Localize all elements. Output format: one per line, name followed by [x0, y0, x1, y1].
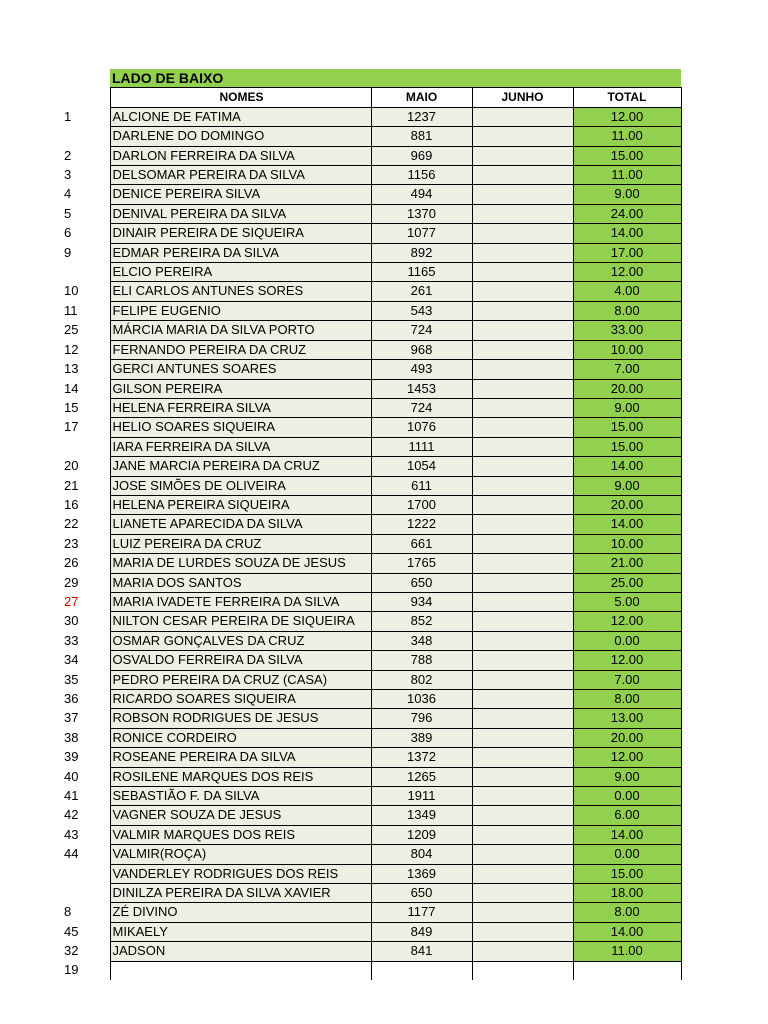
- cell-junho[interactable]: [472, 592, 573, 611]
- cell-total[interactable]: 25.00: [573, 573, 681, 592]
- table-row: [0, 224, 681, 243]
- table-row: [0, 806, 681, 825]
- row-number: 43: [64, 826, 79, 842]
- cell-total[interactable]: 4.00: [573, 282, 681, 301]
- cell-junho[interactable]: [472, 321, 573, 340]
- table-row: [0, 243, 681, 262]
- row-number: 8: [64, 904, 72, 920]
- cell-junho[interactable]: [472, 495, 573, 514]
- header-nomes[interactable]: NOMES: [110, 88, 371, 107]
- cell-total[interactable]: 14.00: [573, 922, 681, 941]
- cell-junho[interactable]: [472, 670, 573, 689]
- cell-maio[interactable]: 1265: [371, 767, 472, 786]
- cell-junho[interactable]: [472, 263, 573, 282]
- cell-maio[interactable]: 494: [371, 185, 472, 204]
- cell-junho[interactable]: [472, 864, 573, 883]
- cell-junho[interactable]: [472, 748, 573, 767]
- cell-maio[interactable]: 804: [371, 845, 472, 864]
- cell-maio[interactable]: 1349: [371, 806, 472, 825]
- cell-total[interactable]: 0.00: [573, 787, 681, 806]
- cell-total[interactable]: 24.00: [573, 204, 681, 223]
- header-row: [0, 88, 681, 107]
- cell-total[interactable]: 6.00: [573, 806, 681, 825]
- cell-junho[interactable]: [472, 961, 573, 980]
- cell-maio[interactable]: 1372: [371, 748, 472, 767]
- cell-name[interactable]: OSVALDO FERREIRA DA SILVA: [110, 651, 371, 670]
- cell-maio[interactable]: 968: [371, 340, 472, 359]
- cell-junho[interactable]: [472, 942, 573, 961]
- cell-maio[interactable]: 1911: [371, 787, 472, 806]
- cell-maio[interactable]: 611: [371, 476, 472, 495]
- row-number: 10: [64, 283, 79, 299]
- row-number: 26: [64, 555, 79, 571]
- row-number: 19: [64, 962, 79, 978]
- cell-name[interactable]: DARLON FERREIRA DA SILVA: [110, 146, 371, 165]
- row-number: 12: [64, 341, 79, 357]
- cell-name[interactable]: HELENA PEREIRA SIQUEIRA: [110, 495, 371, 514]
- table-row: [0, 457, 681, 476]
- cell-name[interactable]: VALMIR(ROÇA): [110, 845, 371, 864]
- cell-maio[interactable]: 1177: [371, 903, 472, 922]
- row-number: 25: [64, 322, 79, 338]
- row-number: 45: [64, 923, 79, 939]
- table-row: [0, 204, 681, 223]
- table-row: [0, 748, 681, 767]
- cell-junho[interactable]: [472, 845, 573, 864]
- row-number: 41: [64, 788, 79, 804]
- cell-junho[interactable]: [472, 573, 573, 592]
- cell-name[interactable]: DINILZA PEREIRA DA SILVA XAVIER: [110, 884, 371, 903]
- row-number: 16: [64, 496, 79, 512]
- row-number: [0, 88, 110, 107]
- cell-maio[interactable]: 1700: [371, 495, 472, 514]
- cell-total[interactable]: 12.00: [573, 651, 681, 670]
- cell-maio[interactable]: 934: [371, 592, 472, 611]
- cell-maio[interactable]: 1209: [371, 825, 472, 844]
- cell-maio[interactable]: 650: [371, 884, 472, 903]
- cell-total[interactable]: 9.00: [573, 398, 681, 417]
- table-row: [0, 185, 681, 204]
- cell-maio[interactable]: 788: [371, 651, 472, 670]
- cell-maio[interactable]: 1111: [371, 437, 472, 456]
- row-number: [0, 864, 110, 883]
- cell-junho[interactable]: [472, 224, 573, 243]
- table-row: [0, 651, 681, 670]
- cell-junho[interactable]: [472, 457, 573, 476]
- cell-name[interactable]: DENIVAL PEREIRA DA SILVA: [110, 204, 371, 223]
- table-row: [0, 670, 681, 689]
- cell-total[interactable]: 7.00: [573, 360, 681, 379]
- table-row: [0, 437, 681, 456]
- cell-junho[interactable]: [472, 787, 573, 806]
- header-junho[interactable]: JUNHO: [472, 88, 573, 107]
- cell-total[interactable]: 12.00: [573, 107, 681, 126]
- cell-name[interactable]: OSMAR GONÇALVES DA CRUZ: [110, 631, 371, 650]
- cell-junho[interactable]: [472, 282, 573, 301]
- table-row: [0, 767, 681, 786]
- cell-maio[interactable]: [371, 961, 472, 980]
- row-number: 21: [64, 477, 79, 493]
- row-number: 33: [64, 632, 79, 648]
- table-row: [0, 864, 681, 883]
- row-number: 37: [64, 710, 79, 726]
- cell-total[interactable]: 8.00: [573, 301, 681, 320]
- table-row: [0, 166, 681, 185]
- cell-total[interactable]: 14.00: [573, 825, 681, 844]
- cell-name[interactable]: VALMIR MARQUES DOS REIS: [110, 825, 371, 844]
- cell-name[interactable]: DELSOMAR PEREIRA DA SILVA: [110, 166, 371, 185]
- cell-total[interactable]: 14.00: [573, 457, 681, 476]
- row-number: 27: [64, 593, 79, 609]
- cell-name[interactable]: HELIO SOARES SIQUEIRA: [110, 418, 371, 437]
- cell-name[interactable]: ELCIO PEREIRA: [110, 263, 371, 282]
- cell-name[interactable]: DARLENE DO DOMINGO: [110, 127, 371, 146]
- cell-junho[interactable]: [472, 360, 573, 379]
- cell-total[interactable]: 33.00: [573, 321, 681, 340]
- cell-name[interactable]: RONICE CORDEIRO: [110, 728, 371, 747]
- cell-junho[interactable]: [472, 515, 573, 534]
- cell-junho[interactable]: [472, 185, 573, 204]
- table-row: [0, 942, 681, 961]
- sheet-title[interactable]: LADO DE BAIXO: [110, 69, 681, 88]
- cell-junho[interactable]: [472, 554, 573, 573]
- row-number: 39: [64, 749, 79, 765]
- cell-maio[interactable]: 849: [371, 922, 472, 941]
- cell-junho[interactable]: [472, 107, 573, 126]
- cell-name[interactable]: MIKAELY: [110, 922, 371, 941]
- cell-total[interactable]: 7.00: [573, 670, 681, 689]
- cell-total[interactable]: 15.00: [573, 864, 681, 883]
- cell-maio[interactable]: 261: [371, 282, 472, 301]
- table-row: [0, 282, 681, 301]
- cell-maio[interactable]: 1369: [371, 864, 472, 883]
- row-number: 30: [64, 613, 79, 629]
- row-number: 38: [64, 729, 79, 745]
- cell-junho[interactable]: [472, 631, 573, 650]
- cell-junho[interactable]: [472, 146, 573, 165]
- cell-total[interactable]: 11.00: [573, 127, 681, 146]
- row-number: 17: [64, 419, 79, 435]
- cell-junho[interactable]: [472, 243, 573, 262]
- header-maio[interactable]: MAIO: [371, 88, 472, 107]
- cell-junho[interactable]: [472, 690, 573, 709]
- table-row: [0, 631, 681, 650]
- cell-maio[interactable]: 1077: [371, 224, 472, 243]
- table-row: [0, 321, 681, 340]
- cell-name[interactable]: VAGNER SOUZA DE JESUS: [110, 806, 371, 825]
- cell-name[interactable]: IARA FERREIRA DA SILVA: [110, 437, 371, 456]
- table-row: [0, 554, 681, 573]
- cell-name[interactable]: VANDERLEY RODRIGUES DOS REIS: [110, 864, 371, 883]
- cell-junho[interactable]: [472, 767, 573, 786]
- cell-total[interactable]: 5.00: [573, 592, 681, 611]
- cell-total[interactable]: 9.00: [573, 476, 681, 495]
- cell-maio[interactable]: 796: [371, 709, 472, 728]
- cell-maio[interactable]: 543: [371, 301, 472, 320]
- cell-junho[interactable]: [472, 340, 573, 359]
- table-row: [0, 107, 681, 126]
- row-number: [0, 127, 110, 146]
- table-row: [0, 612, 681, 631]
- cell-maio[interactable]: 389: [371, 728, 472, 747]
- cell-junho[interactable]: [472, 884, 573, 903]
- cell-name[interactable]: GERCI ANTUNES SOARES: [110, 360, 371, 379]
- cell-name[interactable]: LIANETE APARECIDA DA SILVA: [110, 515, 371, 534]
- cell-junho[interactable]: [472, 709, 573, 728]
- table-row: [0, 418, 681, 437]
- table-row: [0, 709, 681, 728]
- cell-maio[interactable]: 1036: [371, 690, 472, 709]
- cell-total[interactable]: 9.00: [573, 767, 681, 786]
- row-number: 1: [64, 108, 72, 124]
- row-number: 11: [64, 302, 78, 318]
- cell-name[interactable]: MARIA IVADETE FERREIRA DA SILVA: [110, 592, 371, 611]
- cell-total[interactable]: 15.00: [573, 437, 681, 456]
- cell-total[interactable]: 15.00: [573, 418, 681, 437]
- row-number: 14: [64, 380, 79, 396]
- row-number: [0, 69, 110, 88]
- cell-name[interactable]: JADSON: [110, 942, 371, 961]
- cell-total[interactable]: 8.00: [573, 903, 681, 922]
- cell-maio[interactable]: 1076: [371, 418, 472, 437]
- cell-name[interactable]: ELI CARLOS ANTUNES SORES: [110, 282, 371, 301]
- table-row: [0, 787, 681, 806]
- cell-junho[interactable]: [472, 922, 573, 941]
- table-row: [0, 495, 681, 514]
- table-row: [0, 515, 681, 534]
- row-number: 36: [64, 691, 79, 706]
- row-number: 44: [64, 846, 79, 862]
- table-row: [0, 825, 681, 844]
- cell-junho[interactable]: [472, 398, 573, 417]
- table-row: [0, 690, 681, 709]
- cell-total[interactable]: 0.00: [573, 845, 681, 864]
- cell-name[interactable]: MÁRCIA MARIA DA SILVA PORTO: [110, 321, 371, 340]
- cell-total[interactable]: 12.00: [573, 612, 681, 631]
- header-total[interactable]: TOTAL: [573, 88, 681, 107]
- cell-junho[interactable]: [472, 903, 573, 922]
- cell-total[interactable]: 17.00: [573, 243, 681, 262]
- cell-total[interactable]: 14.00: [573, 515, 681, 534]
- cell-name[interactable]: ZÉ DIVINO: [110, 903, 371, 922]
- cell-name[interactable]: JANE MARCIA PEREIRA DA CRUZ: [110, 457, 371, 476]
- cell-maio[interactable]: 1237: [371, 107, 472, 126]
- cell-maio[interactable]: 724: [371, 321, 472, 340]
- spreadsheet: [0, 69, 768, 980]
- cell-total[interactable]: 10.00: [573, 340, 681, 359]
- cell-maio[interactable]: 802: [371, 670, 472, 689]
- cell-total[interactable]: 15.00: [573, 146, 681, 165]
- cell-total[interactable]: 21.00: [573, 554, 681, 573]
- cell-maio[interactable]: 1165: [371, 263, 472, 282]
- table-row: [0, 592, 681, 611]
- cell-maio[interactable]: 892: [371, 243, 472, 262]
- cell-maio[interactable]: 348: [371, 631, 472, 650]
- cell-maio[interactable]: 852: [371, 612, 472, 631]
- row-number: 22: [64, 516, 79, 532]
- table-row: [0, 845, 681, 864]
- cell-junho[interactable]: [472, 204, 573, 223]
- table-row: [0, 301, 681, 320]
- cell-total[interactable]: [573, 961, 681, 980]
- cell-total[interactable]: 8.00: [573, 690, 681, 709]
- row-number: 3: [64, 167, 72, 183]
- cell-junho[interactable]: [472, 437, 573, 456]
- table-row: [0, 340, 681, 359]
- cell-maio[interactable]: 969: [371, 146, 472, 165]
- cell-total[interactable]: 20.00: [573, 495, 681, 514]
- cell-junho[interactable]: [472, 728, 573, 747]
- row-number: 29: [64, 574, 79, 590]
- cell-name[interactable]: SEBASTIÃO F. DA SILVA: [110, 787, 371, 806]
- cell-total[interactable]: 14.00: [573, 224, 681, 243]
- cell-name[interactable]: HELENA FERREIRA SILVA: [110, 398, 371, 417]
- cell-name[interactable]: ROSILENE MARQUES DOS REIS: [110, 767, 371, 786]
- row-number: 15: [64, 399, 79, 415]
- table-row: [0, 573, 681, 592]
- row-number: 42: [64, 807, 79, 823]
- row-number: 6: [64, 225, 72, 241]
- row-number: 9: [64, 244, 72, 260]
- cell-name[interactable]: MARIA DE LURDES SOUZA DE JESUS: [110, 554, 371, 573]
- cell-name[interactable]: ROSEANE PEREIRA DA SILVA: [110, 748, 371, 767]
- table-row: [0, 903, 681, 922]
- cell-total[interactable]: 20.00: [573, 728, 681, 747]
- cell-junho[interactable]: [472, 476, 573, 495]
- row-number: 23: [64, 535, 79, 551]
- cell-maio[interactable]: 724: [371, 398, 472, 417]
- row-number: 4: [64, 186, 72, 202]
- table-row-empty: [0, 961, 681, 980]
- cell-junho[interactable]: [472, 379, 573, 398]
- cell-junho[interactable]: [472, 534, 573, 553]
- table-row: [0, 476, 681, 495]
- cell-maio[interactable]: 493: [371, 360, 472, 379]
- table-row: [0, 728, 681, 747]
- row-number: 34: [64, 652, 79, 668]
- cell-junho[interactable]: [472, 418, 573, 437]
- cell-name[interactable]: DENICE PEREIRA SILVA: [110, 185, 371, 204]
- cell-name[interactable]: ALCIONE DE FATIMA: [110, 107, 371, 126]
- cell-name[interactable]: [110, 961, 371, 980]
- cell-total[interactable]: 10.00: [573, 534, 681, 553]
- cell-maio[interactable]: 650: [371, 573, 472, 592]
- cell-name[interactable]: NILTON CESAR PEREIRA DE SIQUEIRA: [110, 612, 371, 631]
- cell-junho[interactable]: [472, 166, 573, 185]
- table-row: [0, 922, 681, 941]
- row-number: 13: [64, 361, 79, 377]
- cell-total[interactable]: 11.00: [573, 942, 681, 961]
- cell-maio[interactable]: 1453: [371, 379, 472, 398]
- cell-junho[interactable]: [472, 612, 573, 631]
- cell-maio[interactable]: 661: [371, 534, 472, 553]
- table-row: [0, 127, 681, 146]
- row-number: 2: [64, 147, 72, 163]
- cell-maio[interactable]: 1054: [371, 457, 472, 476]
- row-number: [0, 263, 110, 282]
- cell-total[interactable]: 0.00: [573, 631, 681, 650]
- cell-total[interactable]: 11.00: [573, 166, 681, 185]
- cell-name[interactable]: FELIPE EUGENIO: [110, 301, 371, 320]
- cell-total[interactable]: 20.00: [573, 379, 681, 398]
- cell-maio[interactable]: 1765: [371, 554, 472, 573]
- table-row: [0, 398, 681, 417]
- cell-name[interactable]: RICARDO SOARES SIQUEIRA: [110, 690, 371, 709]
- row-number: [0, 884, 110, 903]
- table-row: [0, 263, 681, 282]
- row-number: [0, 437, 110, 456]
- cell-maio[interactable]: 841: [371, 942, 472, 961]
- cell-junho[interactable]: [472, 651, 573, 670]
- cell-maio[interactable]: 1156: [371, 166, 472, 185]
- cell-total[interactable]: 13.00: [573, 709, 681, 728]
- cell-name[interactable]: GILSON PEREIRA: [110, 379, 371, 398]
- cell-junho[interactable]: [472, 127, 573, 146]
- cell-maio[interactable]: 1222: [371, 515, 472, 534]
- table-row: [0, 884, 681, 903]
- cell-name[interactable]: ROBSON RODRIGUES DE JESUS: [110, 709, 371, 728]
- cell-name[interactable]: PEDRO PEREIRA DA CRUZ (CASA): [110, 670, 371, 689]
- cell-name[interactable]: FERNANDO PEREIRA DA CRUZ: [110, 340, 371, 359]
- cell-total[interactable]: 9.00: [573, 185, 681, 204]
- cell-name[interactable]: JOSE SIMÕES DE OLIVEIRA: [110, 476, 371, 495]
- cell-maio[interactable]: 881: [371, 127, 472, 146]
- row-number: 32: [64, 943, 79, 959]
- cell-name[interactable]: LUIZ PEREIRA DA CRUZ: [110, 534, 371, 553]
- data-table: [0, 69, 682, 980]
- table-row: [0, 534, 681, 553]
- row-number: 35: [64, 671, 79, 687]
- cell-name[interactable]: DINAIR PEREIRA DE SIQUEIRA: [110, 224, 371, 243]
- cell-junho[interactable]: [472, 301, 573, 320]
- row-number: 5: [64, 205, 72, 221]
- cell-total[interactable]: 12.00: [573, 748, 681, 767]
- cell-junho[interactable]: [472, 806, 573, 825]
- cell-maio[interactable]: 1370: [371, 204, 472, 223]
- table-row: [0, 379, 681, 398]
- row-number: 20: [64, 458, 79, 474]
- row-number: 40: [64, 768, 79, 784]
- table-row: [0, 360, 681, 379]
- cell-name[interactable]: MARIA DOS SANTOS: [110, 573, 371, 592]
- cell-junho[interactable]: [472, 825, 573, 844]
- title-row: [0, 69, 681, 88]
- cell-total[interactable]: 18.00: [573, 884, 681, 903]
- table-row: [0, 146, 681, 165]
- cell-name[interactable]: EDMAR PEREIRA DA SILVA: [110, 243, 371, 262]
- cell-total[interactable]: 12.00: [573, 263, 681, 282]
